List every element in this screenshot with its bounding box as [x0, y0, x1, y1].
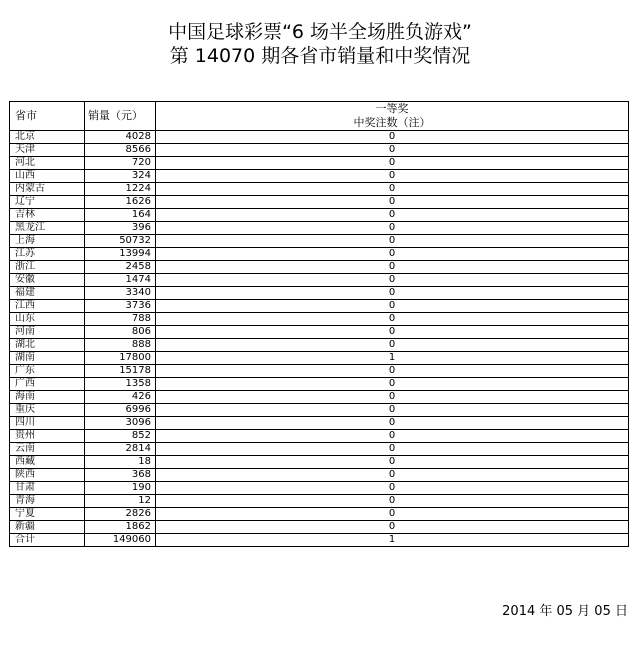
sales-cell: 12 — [85, 495, 156, 508]
province-cell: 天津 — [10, 144, 85, 157]
province-cell: 安徽 — [10, 274, 85, 287]
table-row — [10, 235, 629, 248]
winners-cell: 0 — [156, 248, 629, 261]
table-row — [10, 534, 629, 547]
winners-cell: 0 — [156, 443, 629, 456]
table-row — [10, 378, 629, 391]
sales-cell: 164 — [85, 209, 156, 222]
table-row — [10, 209, 629, 222]
winners-cell: 0 — [156, 417, 629, 430]
province-cell: 海南 — [10, 391, 85, 404]
province-cell: 北京 — [10, 131, 85, 144]
sales-cell: 1358 — [85, 378, 156, 391]
sales-cell: 1224 — [85, 183, 156, 196]
sales-cell: 1862 — [85, 521, 156, 534]
table-row — [10, 300, 629, 313]
table-row — [10, 313, 629, 326]
province-cell: 上海 — [10, 235, 85, 248]
sales-cell: 2826 — [85, 508, 156, 521]
table-row — [10, 170, 629, 183]
sales-cell: 18 — [85, 456, 156, 469]
province-cell: 贵州 — [10, 430, 85, 443]
table-row — [10, 352, 629, 365]
province-cell: 河北 — [10, 157, 85, 170]
winners-cell: 0 — [156, 196, 629, 209]
winners-cell: 0 — [156, 144, 629, 157]
sales-cell: 852 — [85, 430, 156, 443]
winners-cell: 0 — [156, 274, 629, 287]
winners-cell: 0 — [156, 261, 629, 274]
sales-table — [9, 101, 629, 547]
province-cell: 宁夏 — [10, 508, 85, 521]
province-cell: 广东 — [10, 365, 85, 378]
table-row — [10, 248, 629, 261]
province-cell: 陕西 — [10, 469, 85, 482]
winners-cell: 1 — [156, 352, 629, 365]
title-line-2: 第 14070 期各省市销量和中奖情况 — [169, 45, 471, 67]
table-row — [10, 326, 629, 339]
sales-cell: 4028 — [85, 131, 156, 144]
province-cell: 湖北 — [10, 339, 85, 352]
table-row — [10, 469, 629, 482]
province-cell: 辽宁 — [10, 196, 85, 209]
table-row — [10, 456, 629, 469]
province-cell: 甘肃 — [10, 482, 85, 495]
province-cell: 西藏 — [10, 456, 85, 469]
winners-cell: 0 — [156, 326, 629, 339]
sales-cell: 6996 — [85, 404, 156, 417]
province-cell: 内蒙古 — [10, 183, 85, 196]
sales-cell: 2814 — [85, 443, 156, 456]
winners-cell: 0 — [156, 482, 629, 495]
sales-cell: 1474 — [85, 274, 156, 287]
table-row — [10, 196, 629, 209]
province-cell: 吉林 — [10, 209, 85, 222]
table-row — [10, 508, 629, 521]
province-cell: 江苏 — [10, 248, 85, 261]
header-row — [10, 102, 629, 117]
sales-cell: 396 — [85, 222, 156, 235]
header-province: 省市 — [10, 102, 85, 131]
province-cell: 重庆 — [10, 404, 85, 417]
sales-cell: 1626 — [85, 196, 156, 209]
sales-cell: 15178 — [85, 365, 156, 378]
winners-cell: 0 — [156, 430, 629, 443]
province-cell: 广西 — [10, 378, 85, 391]
table-row — [10, 287, 629, 300]
table-row — [10, 495, 629, 508]
province-cell: 浙江 — [10, 261, 85, 274]
winners-cell: 0 — [156, 469, 629, 482]
province-cell: 黑龙江 — [10, 222, 85, 235]
winners-cell: 0 — [156, 287, 629, 300]
province-cell: 湖南 — [10, 352, 85, 365]
table-row — [10, 157, 629, 170]
province-cell: 青海 — [10, 495, 85, 508]
province-cell: 江西 — [10, 300, 85, 313]
sales-cell: 426 — [85, 391, 156, 404]
province-cell: 山东 — [10, 313, 85, 326]
sales-cell: 8566 — [85, 144, 156, 157]
sales-cell: 50732 — [85, 235, 156, 248]
province-cell: 福建 — [10, 287, 85, 300]
table-row — [10, 365, 629, 378]
table-row — [10, 417, 629, 430]
winners-cell: 0 — [156, 300, 629, 313]
sales-cell: 806 — [85, 326, 156, 339]
winners-cell: 0 — [156, 131, 629, 144]
table-row — [10, 443, 629, 456]
table-row — [10, 183, 629, 196]
winners-cell: 0 — [156, 235, 629, 248]
winners-cell: 0 — [156, 365, 629, 378]
table-row — [10, 521, 629, 534]
winners-cell: 0 — [156, 157, 629, 170]
table-row — [10, 261, 629, 274]
province-cell: 河南 — [10, 326, 85, 339]
sales-cell: 324 — [85, 170, 156, 183]
province-cell: 山西 — [10, 170, 85, 183]
winners-cell: 0 — [156, 170, 629, 183]
sales-cell: 720 — [85, 157, 156, 170]
header-prize-level: 一等奖 — [156, 102, 629, 117]
sales-cell: 3096 — [85, 417, 156, 430]
winners-cell: 0 — [156, 456, 629, 469]
winners-cell: 0 — [156, 183, 629, 196]
table-row — [10, 144, 629, 157]
report-date: 2014 年 05 月 05 日 — [502, 604, 628, 619]
winners-cell: 0 — [156, 222, 629, 235]
sales-cell: 149060 — [85, 534, 156, 547]
sales-cell: 17800 — [85, 352, 156, 365]
sales-cell: 888 — [85, 339, 156, 352]
table-row — [10, 222, 629, 235]
winners-cell: 0 — [156, 209, 629, 222]
winners-cell: 0 — [156, 495, 629, 508]
winners-cell: 0 — [156, 508, 629, 521]
province-cell: 四川 — [10, 417, 85, 430]
header-sales: 销量（元） — [85, 102, 156, 131]
table-row — [10, 131, 629, 144]
province-cell: 合计 — [10, 534, 85, 547]
sales-cell: 13994 — [85, 248, 156, 261]
sales-cell: 3340 — [85, 287, 156, 300]
winners-cell: 0 — [156, 391, 629, 404]
sales-cell: 3736 — [85, 300, 156, 313]
table-row — [10, 404, 629, 417]
title-line-1: 中国足球彩票“6 场半全场胜负游戏” — [168, 21, 472, 43]
table-body — [10, 131, 629, 547]
sales-cell: 190 — [85, 482, 156, 495]
winners-cell: 1 — [156, 534, 629, 547]
province-cell: 新疆 — [10, 521, 85, 534]
sales-cell: 2458 — [85, 261, 156, 274]
table-row — [10, 274, 629, 287]
table-row — [10, 482, 629, 495]
header-winning-bets: 中奖注数（注） — [156, 116, 629, 131]
winners-cell: 0 — [156, 378, 629, 391]
winners-cell: 0 — [156, 313, 629, 326]
sales-cell: 368 — [85, 469, 156, 482]
table-row — [10, 391, 629, 404]
sales-cell: 788 — [85, 313, 156, 326]
winners-cell: 0 — [156, 339, 629, 352]
winners-cell: 0 — [156, 404, 629, 417]
province-cell: 云南 — [10, 443, 85, 456]
table-row — [10, 339, 629, 352]
winners-cell: 0 — [156, 521, 629, 534]
table-row — [10, 430, 629, 443]
